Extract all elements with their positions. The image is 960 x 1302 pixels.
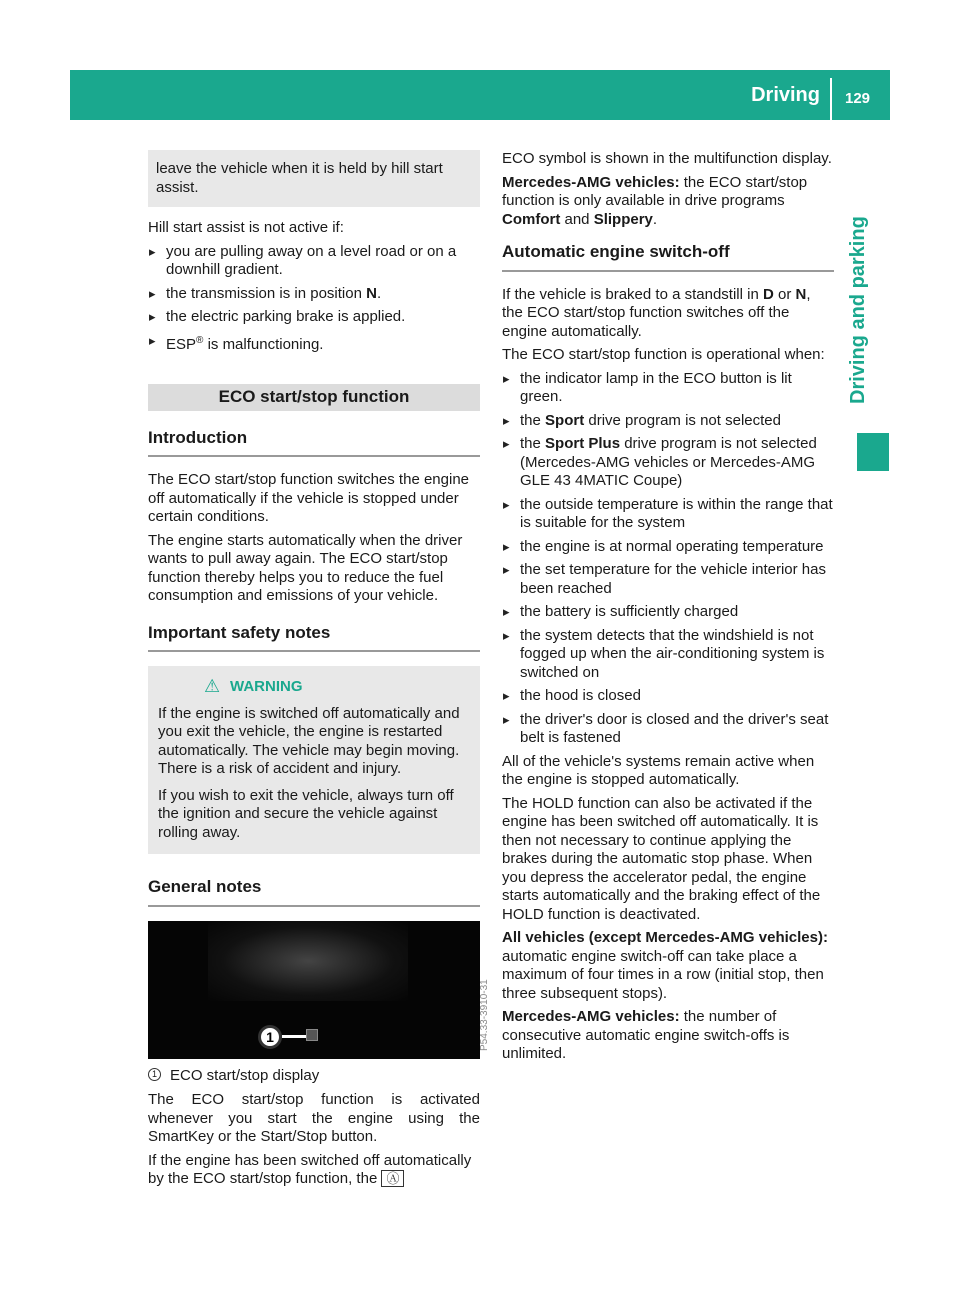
general-paragraph-2: If the engine has been switched off automatically by the ECO start/stop function, the Ⓐ <box>148 1151 472 1187</box>
side-tab-marker <box>857 433 889 471</box>
introduction-heading: Introduction <box>148 429 480 458</box>
all-vehicles-paragraph: All vehicles (except Mercedes-AMG vehicles): automatic engine switch-off can take place a maximum of four times in a row (initial stop, then three subsequent stops). <box>502 929 828 1002</box>
eco-display-figure: 1 P54.33-3910-31 <box>148 921 480 1059</box>
list-item: ▸ the electric parking brake is applied. <box>148 308 480 327</box>
callout-leader <box>282 1035 306 1038</box>
list-item: ▸ the engine is at normal operating temperature <box>502 538 834 557</box>
page-number: 129 <box>845 90 871 107</box>
eco-button-icon: Ⓐ <box>381 1170 404 1187</box>
list-item: ▸ the driver's door is closed and the driver's seat belt is fastened <box>502 711 834 748</box>
general-paragraph-1: The ECO start/stop function is activated whenever you start the engine using the SmartKey or the Start/Stop button. <box>148 1091 480 1145</box>
hill-intro: Hill start assist is not active if: <box>148 219 344 236</box>
intro-paragraph-1: The ECO start/stop function switches the engine off automatically if the vehicle is stopped under certain conditions. <box>148 471 469 525</box>
warning-triangle-icon: ⚠ <box>204 676 221 696</box>
figure-caption: 1 ECO start/stop display <box>148 1067 480 1086</box>
list-item: ▸ the transmission is in position N. <box>148 285 480 304</box>
continued-note <box>148 150 480 207</box>
left-column <box>148 150 490 1194</box>
right-column <box>502 150 834 1069</box>
warning-title: ⚠ WARNING <box>204 676 303 696</box>
section-title: Driving <box>751 84 820 106</box>
eco-section-heading: ECO start/stop function <box>148 384 480 411</box>
list-item: ▸ the Sport Plus drive program is not selected (Mercedes-AMG vehicles or Mercedes-AMG GLE 43 4MATIC Coupe) <box>502 435 834 491</box>
list-item: ▸ the indicator lamp in the ECO button is lit green. <box>502 370 834 407</box>
list-item: ▸ the battery is sufficiently charged <box>502 603 834 622</box>
amg-unlimited-paragraph: Mercedes-AMG vehicles: the number of consecutive automatic engine switch-offs is unlimited. <box>502 1008 790 1062</box>
continued-note-text: leave the vehicle when it is held by hill start assist. <box>156 160 443 196</box>
side-tab-label: Driving and parking <box>847 216 869 404</box>
safety-heading: Important safety notes <box>148 624 480 653</box>
braked-paragraph: If the vehicle is braked to a standstill in D or N, the ECO start/stop function switches off the engine automatically. <box>502 285 811 340</box>
systems-active-paragraph: All of the vehicle's systems remain active when the engine is stopped automatically. <box>502 752 815 788</box>
auto-switch-off-heading: Automatic engine switch-off <box>502 243 834 272</box>
list-item: ▸ ESP® is malfunctioning. <box>148 332 480 355</box>
list-item: ▸ you are pulling away on a level road or on a downhill gradient. <box>148 243 480 280</box>
general-notes-heading: General notes <box>148 878 480 907</box>
conditions-list <box>502 370 834 748</box>
eco-symbol-icon <box>306 1029 318 1041</box>
caption-number: 1 <box>148 1068 161 1081</box>
eco-symbol-paragraph: ECO symbol is shown in the multifunction display. <box>502 150 832 167</box>
gear-n: N <box>366 284 377 302</box>
display-glow <box>208 921 408 1001</box>
warning-paragraph-2: If you wish to exit the vehicle, always turn off the ignition and secure the vehicle against rolling away. <box>158 786 454 841</box>
operational-paragraph: The ECO start/stop function is operational when: <box>502 346 825 363</box>
hold-paragraph: The HOLD function can also be activated if the engine has been switched off automatically. It is then not necessary to continue applying the brakes during the automatic stop phase. When you depress the accelerator pedal, the engine starts automatically and the braking effect of the HOLD function is deactivated. <box>502 794 821 923</box>
list-item: ▸ the set temperature for the vehicle interior has been reached <box>502 561 834 598</box>
header-divider <box>830 78 832 120</box>
amg-programs-paragraph: Mercedes-AMG vehicles: the ECO start/stop function is only available in drive programs Comfort and Slippery. <box>502 173 808 228</box>
list-item: ▸ the system detects that the windshield is not fogged up when the air-conditioning system is switched on <box>502 627 834 683</box>
list-item: ▸ the hood is closed <box>502 687 834 706</box>
intro-paragraph-2: The engine starts automatically when the driver wants to pull away again. The ECO start/stop function thereby helps you to reduce the fuel consumption and emissions of your vehicle. <box>148 531 463 604</box>
callout-1: 1 <box>258 1025 282 1049</box>
list-item: ▸ the outside temperature is within the range that is suitable for the system <box>502 496 834 533</box>
list-item: ▸ the Sport drive program is not selected <box>502 412 834 431</box>
warning-paragraph-1: If the engine is switched off automatically and you exit the vehicle, the engine is restarted automatically. The vehicle may begin moving. There is a risk of accident and injury. <box>158 704 460 777</box>
warning-box <box>148 666 480 854</box>
hill-list <box>148 243 480 355</box>
